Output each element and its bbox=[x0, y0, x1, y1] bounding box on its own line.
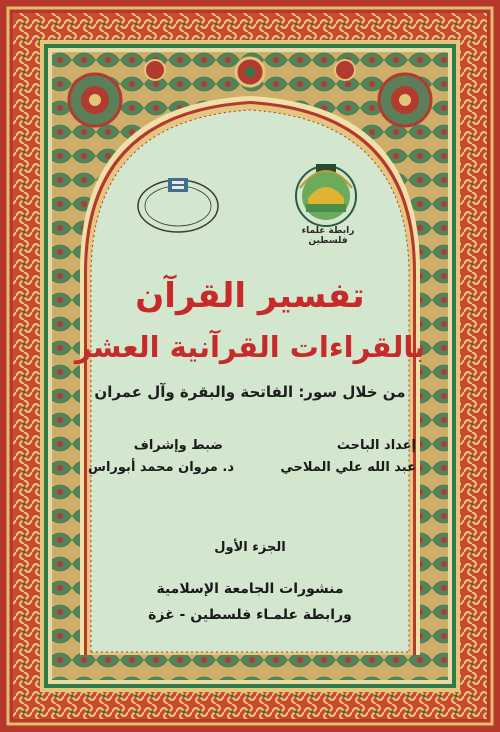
publisher-line1: منشورات الجامعة الإسلامية bbox=[156, 581, 344, 597]
book-title-line1: تفسير القرآن bbox=[135, 276, 365, 316]
supervised-by-label: ضبط وإشراف bbox=[133, 438, 223, 453]
publisher-line2: ورابطة علمـاء فلسطين - غزة bbox=[148, 607, 352, 623]
medallion-right-icon bbox=[379, 74, 431, 126]
supervised-by-name: د. مروان محمد أبوراس bbox=[88, 460, 234, 475]
medallion-small-right-icon bbox=[335, 60, 355, 80]
book-title-line2: بالقراءات القرآنية العشر bbox=[74, 330, 426, 364]
prepared-by-label: إعداد الباحث bbox=[336, 438, 416, 453]
prepared-by-name: عبد الله علي الملاحي bbox=[280, 460, 416, 475]
islamic-university-logo bbox=[130, 170, 226, 236]
scholars-league-caption: رابطة علماء فلسطين bbox=[301, 226, 355, 246]
medallion-left-icon bbox=[69, 74, 121, 126]
volume-label: الجزء الأول bbox=[214, 540, 286, 555]
medallion-top-icon bbox=[236, 58, 264, 86]
medallion-small-left-icon bbox=[145, 60, 165, 80]
book-subtitle: من خلال سور: الفاتحة والبقرة وآل عمران bbox=[94, 383, 406, 401]
